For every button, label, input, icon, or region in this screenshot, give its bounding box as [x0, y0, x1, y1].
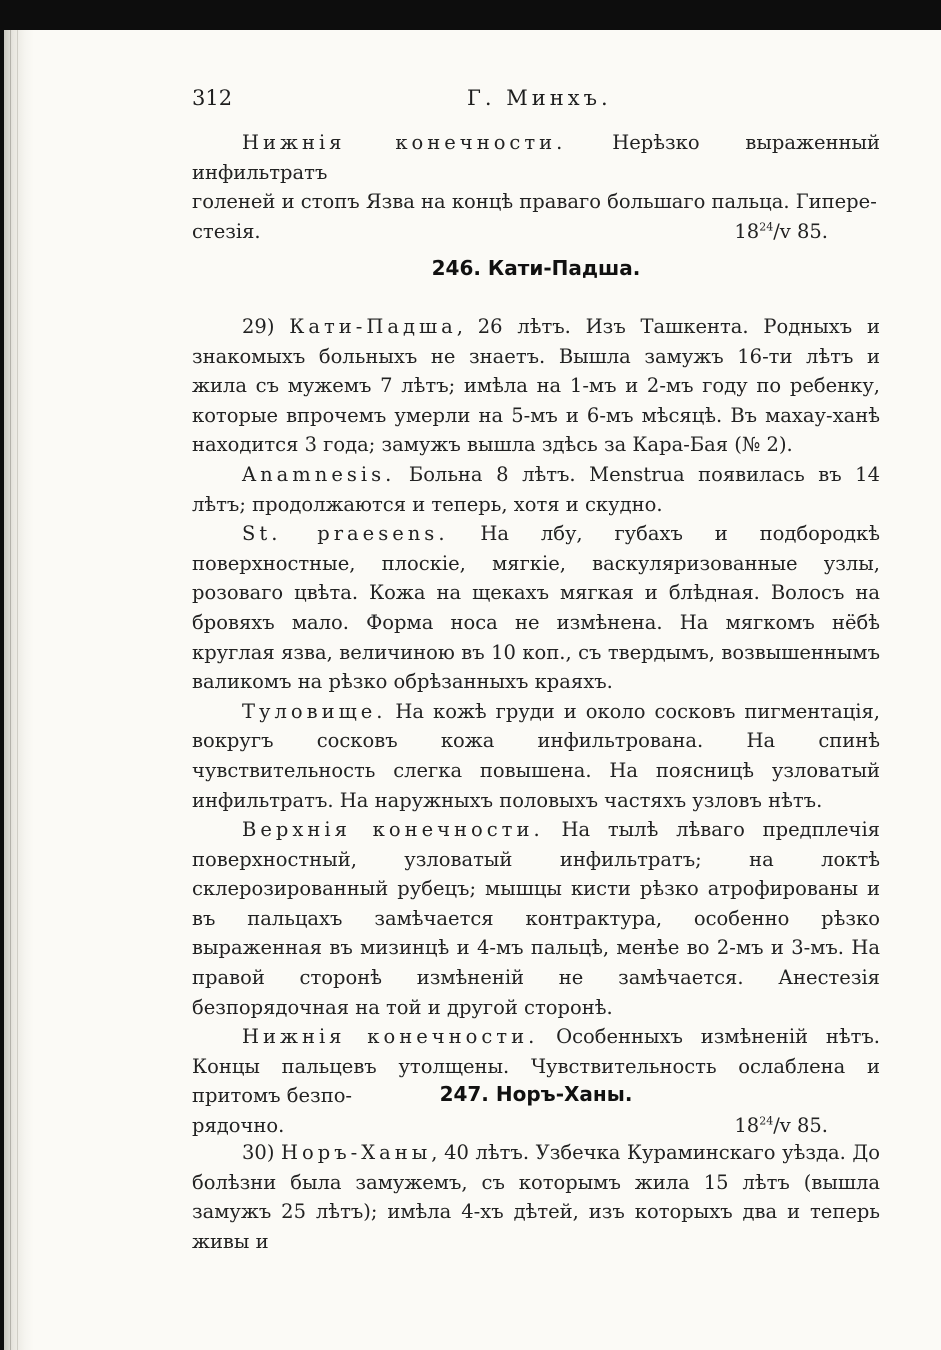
trunk-paragraph: Туловище. На кожѣ груди и около сосковъ пигментація, вокругъ сосковъ кожа инфильтрована. На спинѣ чувствительность слегка повышена. На поясницѣ узловатый инфильтратъ. На наружныхъ половыхъ частяхъ узловъ нѣтъ. — [192, 699, 880, 812]
page-header — [192, 86, 882, 116]
lower-limbs-paragraph: Нижнія конечности. Особенныхъ измѣненій нѣтъ. Концы пальцевъ утолщены. Чувствительность ослаблена и притомъ безпо- — [192, 1025, 881, 1108]
upper-limbs-label: Верхнія конечности. — [242, 818, 544, 842]
upper-limbs-paragraph: Верхнія конечности. На тылѣ лѣваго предплечія поверхностный, узловатый инфильтратъ; на локтѣ склерозированный рубецъ; мышцы кисти рѣзко атрофированы и въ пальцахъ замѣчается контрактура, особенно рѣзко выраженная въ мизинцѣ и 4-мъ пальцѣ, менѣе во 2-мъ и 3-мъ. На правой сторонѣ измѣненій не замѣчается. Анестезія безпорядочная на той и другой сторонѣ. — [192, 818, 880, 1019]
text-line: голеней и стопъ Язва на концѣ праваго большаго пальца. Гипере- — [192, 190, 877, 214]
continued-paragraph — [192, 128, 880, 246]
text-line-with-date — [192, 217, 880, 247]
case-30-intro: 30) Норъ-Ханы, 40 лѣтъ. Узбечка Кураминскаго уѣзда. До болѣзни была замужемъ, съ которымъ жила 15 лѣтъ (вышла замужъ 25 лѣтъ); имѣла 4-хъ дѣтей, изъ которыхъ два и теперь живы и — [192, 1141, 880, 1253]
case-30-body — [192, 1138, 880, 1256]
status-praesens-paragraph: St. praesens. На лбу, губахъ и подбородкѣ поверхностные, плоскіе, мягкіе, васкуляризованные узлы, розоваго цвѣта. Кожа на щекахъ мягкая и блѣдная. Волосъ на бровяхъ мало. Форма носа не измѣнена. На мягкомъ нёбѣ круглая язва, величиною въ 10 коп., съ твердымъ, возвышеннымъ валикомъ на рѣзко обрѣзанныхъ краяхъ. — [192, 522, 880, 694]
book-page — [4, 30, 941, 1350]
record-date: $18^{24}/v$ 85. — [734, 219, 828, 243]
case-29-intro: 29) Кати-Падша, 26 лѣтъ. Изъ Ташкента. Родныхъ и знакомыхъ больныхъ не знаетъ. Вышла замужъ 16-ти лѣтъ и жила съ мужемъ 7 лѣтъ; имѣла на 1-мъ и 2-мъ году по ребенку, которые впрочемъ умерли на 5-мъ и 6-мъ мѣсяцѣ. Въ махау-ханѣ находится 3 года; замужъ вышла здѣсь за Кара-Бая (№ 2). — [192, 315, 881, 457]
lower-limbs-label-prev: Нижнія конечности. — [242, 131, 567, 154]
running-title: Г. Минхъ. — [467, 86, 612, 110]
trunk-label: Туловище. — [242, 699, 387, 723]
record-date: $18^{24}/v$ 85. — [734, 1114, 828, 1138]
anamnesis-paragraph: Anamnesis. Больна 8 лѣтъ. Menstrua появилась въ 14 лѣтъ; продолжаются и теперь, хотя и скудно. — [192, 462, 880, 516]
page-gutter-edge — [4, 30, 34, 1350]
section-heading-246: 246. Кати-Падша. — [431, 256, 641, 280]
text-line-with-date — [192, 1111, 880, 1141]
page-number: 312 — [192, 86, 233, 110]
section-heading-247: 247. Норъ-Ханы. — [439, 1082, 633, 1106]
patient-name: Кати-Падша — [289, 315, 457, 338]
patient-name: Норъ-Ханы — [281, 1141, 432, 1164]
lower-limbs-text-prev: Нерѣзко выраженный инфильтратъ — [192, 131, 881, 184]
anamnesis-label: Anamnesis. — [242, 462, 396, 486]
text-line-end: рядочно. — [192, 1114, 285, 1138]
text-line-end: стезія. — [192, 219, 261, 243]
status-praesens-label: St. praesens. — [242, 522, 449, 546]
lower-limbs-label: Нижнія конечности. — [242, 1025, 539, 1049]
case-29-body — [192, 312, 880, 1141]
lower-limbs-paragraph-prev — [192, 128, 880, 187]
